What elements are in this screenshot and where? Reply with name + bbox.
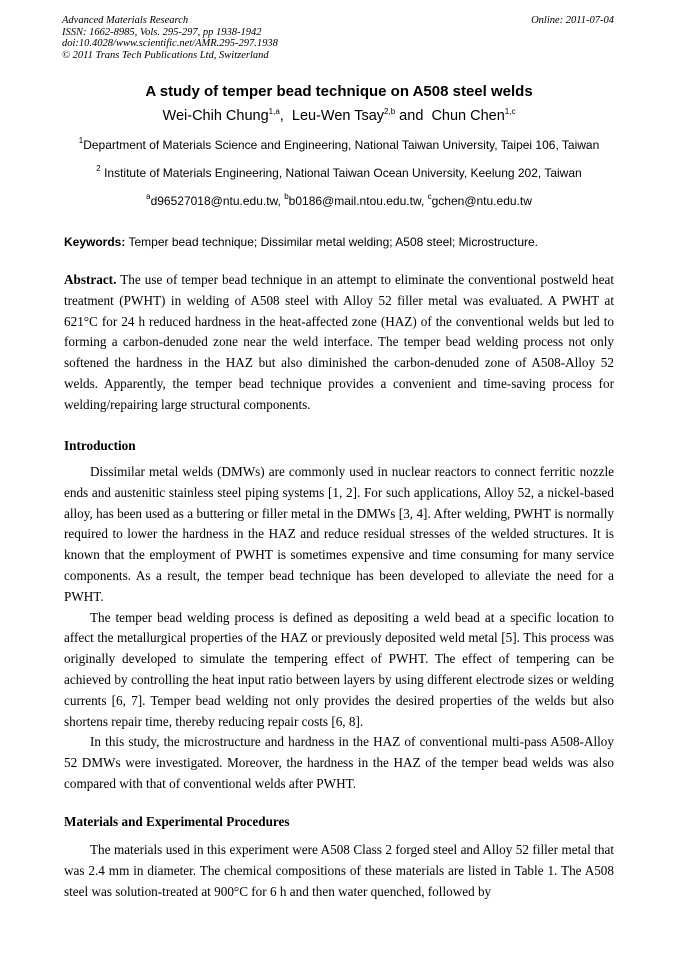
affiliation-superscript: 1 <box>78 136 84 145</box>
paper-title: A study of temper bead technique on A508 steel welds <box>145 83 533 100</box>
email-superscript: c <box>427 192 432 201</box>
section-heading-introduction: Introduction <box>64 438 136 453</box>
introduction-body <box>64 462 614 795</box>
affiliation-text: Institute of Materials Engineering, National Taiwan Ocean University, Keelung 202, Taiwan <box>104 166 582 180</box>
section-heading-materials: Materials and Experimental Procedures <box>64 814 290 829</box>
paragraph: Dissimilar metal welds (DMWs) are commonly used in nuclear reactors to connect ferritic nozzle ends and austenitic stainless steel piping systems [1, 2]. For such applications, Alloy 52, a nickel-based alloy, has been used as a buttering or filler metal in the DMWs [3, 4]. After welding, PWHT is normally required to lower the hardness in the HAZ and reduce residual stresses of the welded structures. It is known that the employment of PWHT is sometimes expensive and time consuming for many service components. As a result, the temper bead technique has been developed to alleviate the need for a PWHT. <box>64 464 614 604</box>
author-separator: , <box>279 108 288 124</box>
journal-issn: ISSN: 1662-8985, Vols. 295-297, pp 1938-1942 <box>62 26 262 38</box>
author-list <box>0 108 678 124</box>
materials-body <box>64 840 614 902</box>
affiliation-2 <box>0 166 678 180</box>
affiliation-text: Department of Materials Science and Engineering, National Taiwan University, Taipei 106, Taiwan <box>83 138 600 152</box>
abstract <box>64 270 614 416</box>
paragraph: The temper bead welding process is defined as depositing a weld bead at a specific location to affect the metallurgical properties of the HAZ or previously deposited weld metal [5]. This process was originally developed to simulate the tempering effect of PWHT. The effect of tempering can be achieved by controlling the heat input ratio between layers by using different electrode sizes or welding currents [6, 7]. Temper bead welding not only provides the desired properties of the welds but also shortens repair time, thereby reducing repair costs [6, 8]. <box>64 609 614 729</box>
author-separator: and <box>395 108 428 124</box>
keywords-line <box>64 235 538 249</box>
keywords-text: Temper bead technique; Dissimilar metal welding; A508 steel; Microstructure. <box>128 235 539 249</box>
email-link[interactable]: d96527018@ntu.edu.tw <box>150 194 278 208</box>
journal-header <box>62 15 278 61</box>
author-name: Wei-Chih Chung <box>162 108 269 124</box>
affiliation-1 <box>0 138 678 152</box>
author-superscript: 1,c <box>504 107 516 116</box>
online-date: Online: 2011-07-04 <box>531 15 614 26</box>
author-name: Leu-Wen Tsay <box>291 108 385 124</box>
journal-name: Advanced Materials Research <box>62 15 189 26</box>
affiliation-superscript: 2 <box>96 164 101 173</box>
author-superscript: 1,a <box>268 107 280 116</box>
abstract-label: Abstract. <box>64 272 117 287</box>
keywords-label: Keywords: <box>64 235 126 249</box>
paragraph: The materials used in this experiment were A508 Class 2 forged steel and Alloy 52 filler metal that was 2.4 mm in diameter. The chemical compositions of these materials are listed in Table 1. The A508 steel was solution-treated at 900°C for 6 h and then water quenched, followed by <box>64 842 614 899</box>
abstract-text: The use of temper bead technique in an attempt to eliminate the conventional postweld heat treatment (PWHT) in welding of A508 steel with Alloy 52 filler metal was evaluated. A PWHT at 621°C for 24 h reduced hardness in the heat-affected zone (HAZ) of the conventional welds but led to forming a carbon-denuded zone near the weld interface. The temper bead welding process not only softened the hardness in the HAZ but also diminished the carbon-denuded zone of A508-Alloy 52 welds. Apparently, the temper bead technique provides a convenient and time-saving process for welding/repairing large structural components. <box>64 272 614 412</box>
journal-doi: doi:10.4028/www.scientific.net/AMR.295-297.1938 <box>62 38 278 49</box>
author-superscript: 2,b <box>384 107 396 116</box>
paragraph: In this study, the microstructure and hardness in the HAZ of conventional multi-pass A508-Alloy 52 DMWs were investigated. Moreover, the hardness in the HAZ of the temper bead welds was also compared with that of conventional welds after PWHT. <box>64 734 614 791</box>
email-list: $^a$d96527018@ntu.edu.tw, $^b$b0186@mail.ntou.edu.tw, $^c$gchen@ntu.edu.tw <box>146 192 532 208</box>
email-link[interactable]: b0186@mail.ntou.edu.tw <box>288 194 421 208</box>
email-superscript: b <box>284 192 289 201</box>
author-name: Chun Chen <box>431 108 505 124</box>
email-link[interactable]: gchen@ntu.edu.tw <box>431 194 532 208</box>
email-superscript: a <box>146 192 151 201</box>
journal-copyright: © 2011 Trans Tech Publications Ltd, Switzerland <box>62 49 269 61</box>
